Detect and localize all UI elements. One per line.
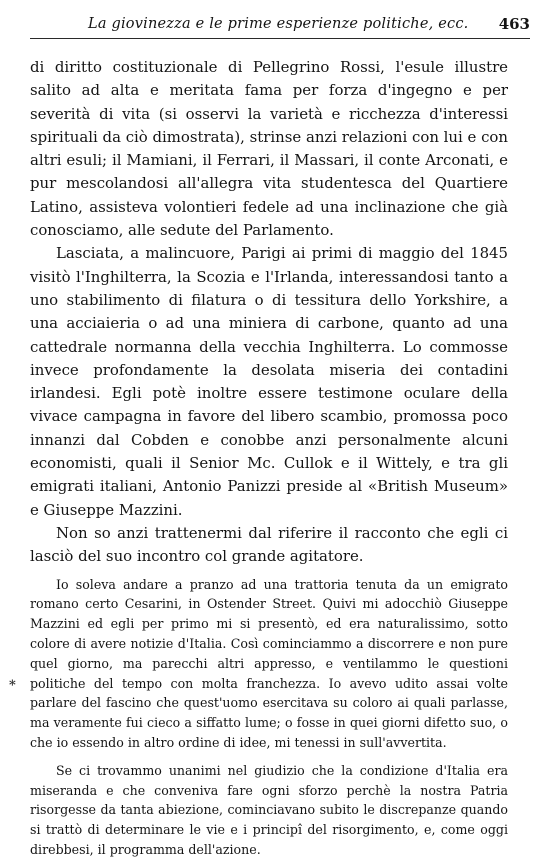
spacer [30, 753, 508, 761]
paragraph: di diritto costituzionale di Pellegrino Rossi, l'esule illustre salito ad alta e meritata fama per forza d'ingegno e per severità di vita (si osservi la varietà e ricchezza d'interessi spirituali da ciò dimostrata), strinse anzi relazioni con lui e con altri esuli; il Mamiani, il Ferrari, il Massari, il conte Arconati, e pur mescolandosi all'allegra vita studentesca del Quartiere Latino, assisteva volontieri fedele ad una inclinazione che già conosciamo, alle sedute del Parlamento. [30, 58, 508, 240]
quoted-paragraph: Io soleva andare a pranzo ad una trattoria tenuta da un emigrato romano certo Cesarini, in Ostender Street. Quivi mi adocchiò Giuseppe Mazzini ed egli per primo mi si presentò, ed era naturalissimo, sotto colore di avere notizie d'Italia. Così cominciammo a discorrere e non pure quel giorno, ma parecchi altri appresso, e ventilammo le questioni politiche del tempo con molta franchezza. Io avevo udito assai volte parlare del fascino che quest'uomo esercitava su coloro ai quali parlasse, ma veramente fui cieco a siffatto lume; o fosse in quei giorni difetto suo, o che io essendo in altro ordine di idee, mi tenessi in sull'avvertita. [30, 576, 508, 750]
paragraph: Non so anzi trattenermi dal riferire il racconto che egli ci lasciò del suo incontro col grande agitatore. [30, 523, 508, 566]
page-number: 463 [498, 15, 530, 33]
running-header [30, 14, 530, 39]
margin-mark: * [9, 678, 16, 693]
paragraph: Lasciata, a malincuore, Parigi ai primi di maggio del 1845 visitò l'Inghilterra, la Scozia e l'Irlanda, interessandosi tanto a uno stabilimento di filatura o di tessitura dello Yorkshire, a una acciaieria o ad una miniera di carbone, quanto ad una cattedrale normanna della vecchia Inghilterra. Lo commosse invece profondamente la desolata miseria dei contadini irlandesi. Egli potè inoltre essere testimone oculare della vivace campagna in favore del libero scambio, promossa poco innanzi dal Cobden e conobbe anzi personalmente alcuni economisti, quali il Senior Mc. Cullok e il Wittely, e tra gli emigrati italiani, Antonio Panizzi preside al «British Museum» e Giuseppe Mazzini. [30, 244, 508, 519]
quoted-paragraph: Se ci trovammo unanimi nel giudizio che la condizione d'Italia era miseranda e che conveniva fare ogni sforzo perchè la nostra Patria risorgesse da tanta abiezione, cominciavano subito le discrepanze quando si trattò di determinare le vie e i principî del risorgimento, e, come oggi direbbesi, il programma dell'azione. [30, 762, 508, 857]
running-title: La giovinezza e le prime esperienze politiche, ecc. [88, 16, 469, 32]
body-text [30, 56, 508, 860]
